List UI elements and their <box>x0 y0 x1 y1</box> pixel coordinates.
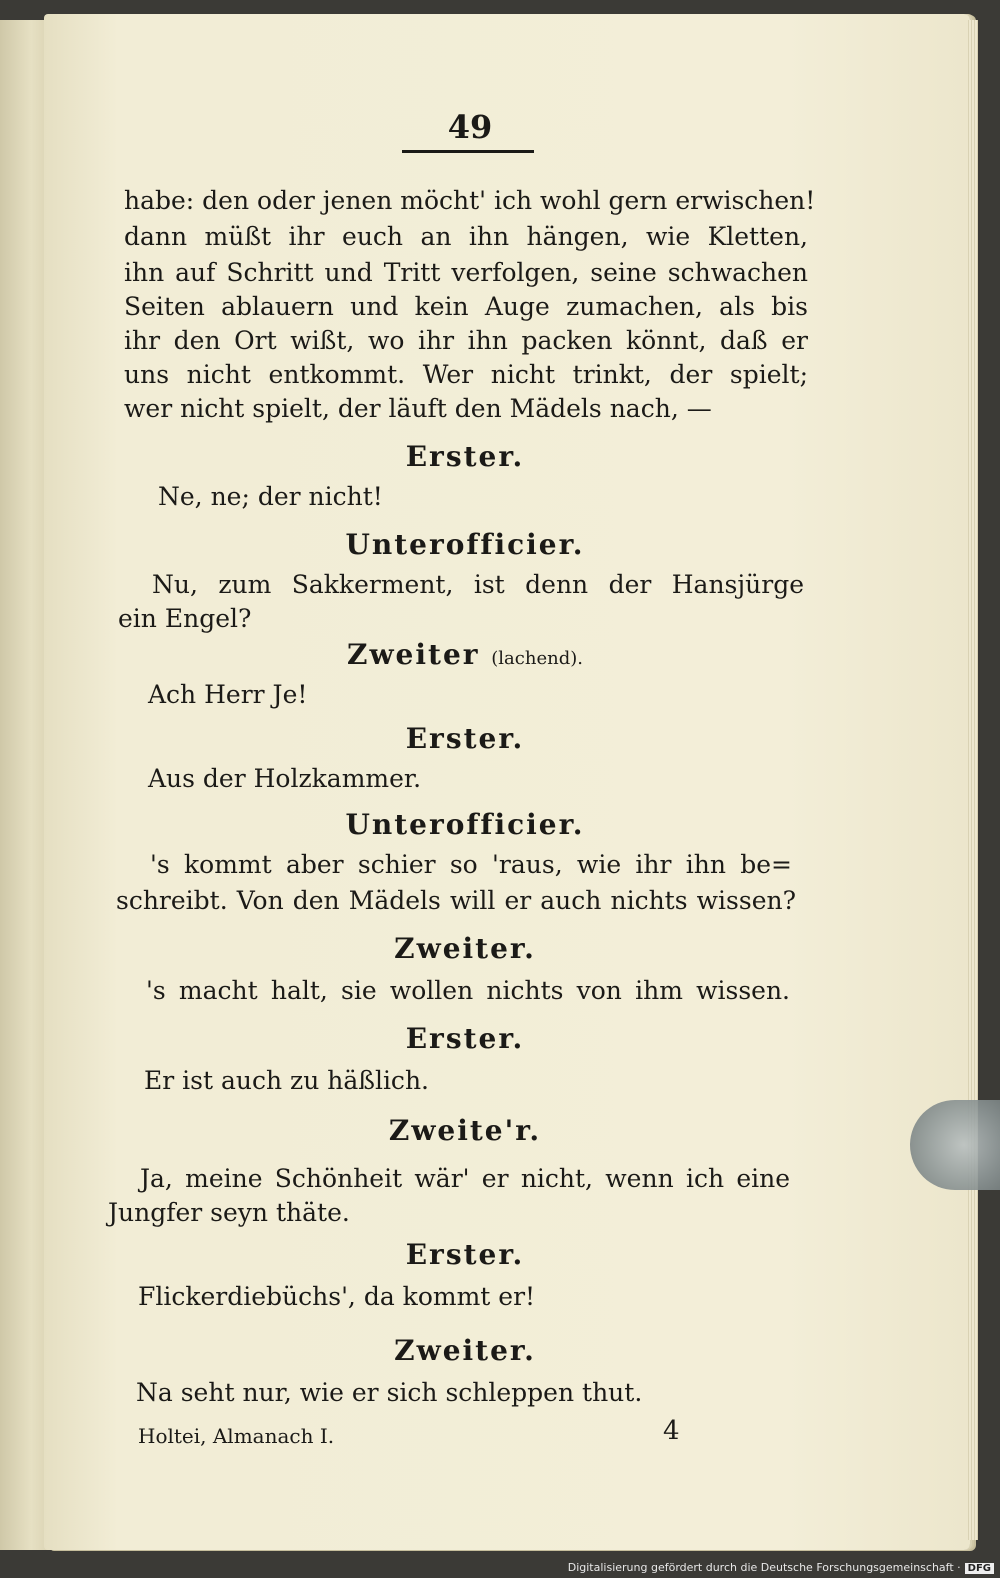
speaker-heading: Erster. <box>405 722 525 755</box>
text-line: ihn auf Schritt und Tritt verfolgen, seine schwachen <box>124 258 808 287</box>
text-line: uns nicht entkommt. Wer nicht trinkt, der spielt; <box>124 360 808 389</box>
speaker-heading: Unterofficier. <box>345 528 585 561</box>
speaker-heading: Zweiter. <box>394 1334 536 1367</box>
dialogue-line: Jungfer seyn thäte. <box>108 1198 350 1227</box>
speaker-heading <box>0 636 930 678</box>
text-line: wer nicht spielt, der läuft den Mädels nach, — <box>124 394 712 423</box>
speaker-heading: Zweiter. <box>394 932 536 965</box>
dialogue-line: Aus der Holzkammer. <box>148 764 422 793</box>
header-rule <box>402 150 534 153</box>
speaker-heading: Erster. <box>405 440 525 473</box>
dialogue-line: Ne, ne; der nicht! <box>158 482 383 511</box>
dialogue-line: Na seht nur, wie er sich schleppen thut. <box>136 1378 643 1407</box>
dialogue-line: 's kommt aber schier so 'raus, wie ihr ihn be= <box>150 850 792 879</box>
text-line: habe: den oder jenen möcht' ich wohl gern erwischen! <box>124 186 816 215</box>
speaker-heading: Unterofficier. <box>345 808 585 841</box>
page-number: 49 <box>447 108 493 146</box>
dialogue-line: Flickerdiebüchs', da kommt er! <box>138 1282 536 1311</box>
speaker-heading: Erster. <box>405 1238 525 1271</box>
text-line: Seiten ablauern und kein Auge zumachen, als bis <box>124 292 808 321</box>
dialogue-line: Ja, meine Schönheit wär' er nicht, wenn ich eine <box>140 1164 790 1193</box>
dialogue-line: Ach Herr Je! <box>148 680 308 709</box>
text-line: dann müßt ihr euch an ihn hängen, wie Kletten, <box>124 222 808 251</box>
dialogue-line: 's macht halt, sie wollen nichts von ihm wissen. <box>146 976 790 1005</box>
footer-sheet-number: 4 <box>663 1416 680 1446</box>
dfg-logo: DFG <box>965 1563 994 1574</box>
text-line: ihr den Ort wißt, wo ihr ihn packen könnt, daß er <box>124 326 808 355</box>
dialogue-line: Nu, zum Sakkerment, ist denn der Hansjürge <box>152 570 804 599</box>
digitization-credit <box>568 1561 994 1574</box>
stage-direction: (lachend). <box>491 648 583 669</box>
credit-text: Digitalisierung gefördert durch die Deutsche Forschungsgemeinschaft · <box>567 1561 961 1574</box>
speaker-name: Zweiter <box>347 638 480 671</box>
speaker-heading: Zweite'r. <box>388 1114 542 1147</box>
footer-signature: Holtei, Almanach I. <box>138 1424 335 1448</box>
dialogue-line: Er ist auch zu häßlich. <box>144 1066 429 1095</box>
speaker-heading: Erster. <box>405 1022 525 1055</box>
dialogue-line: schreibt. Von den Mädels will er auch nichts wissen? <box>116 886 796 915</box>
dialogue-line: ein Engel? <box>118 604 252 633</box>
